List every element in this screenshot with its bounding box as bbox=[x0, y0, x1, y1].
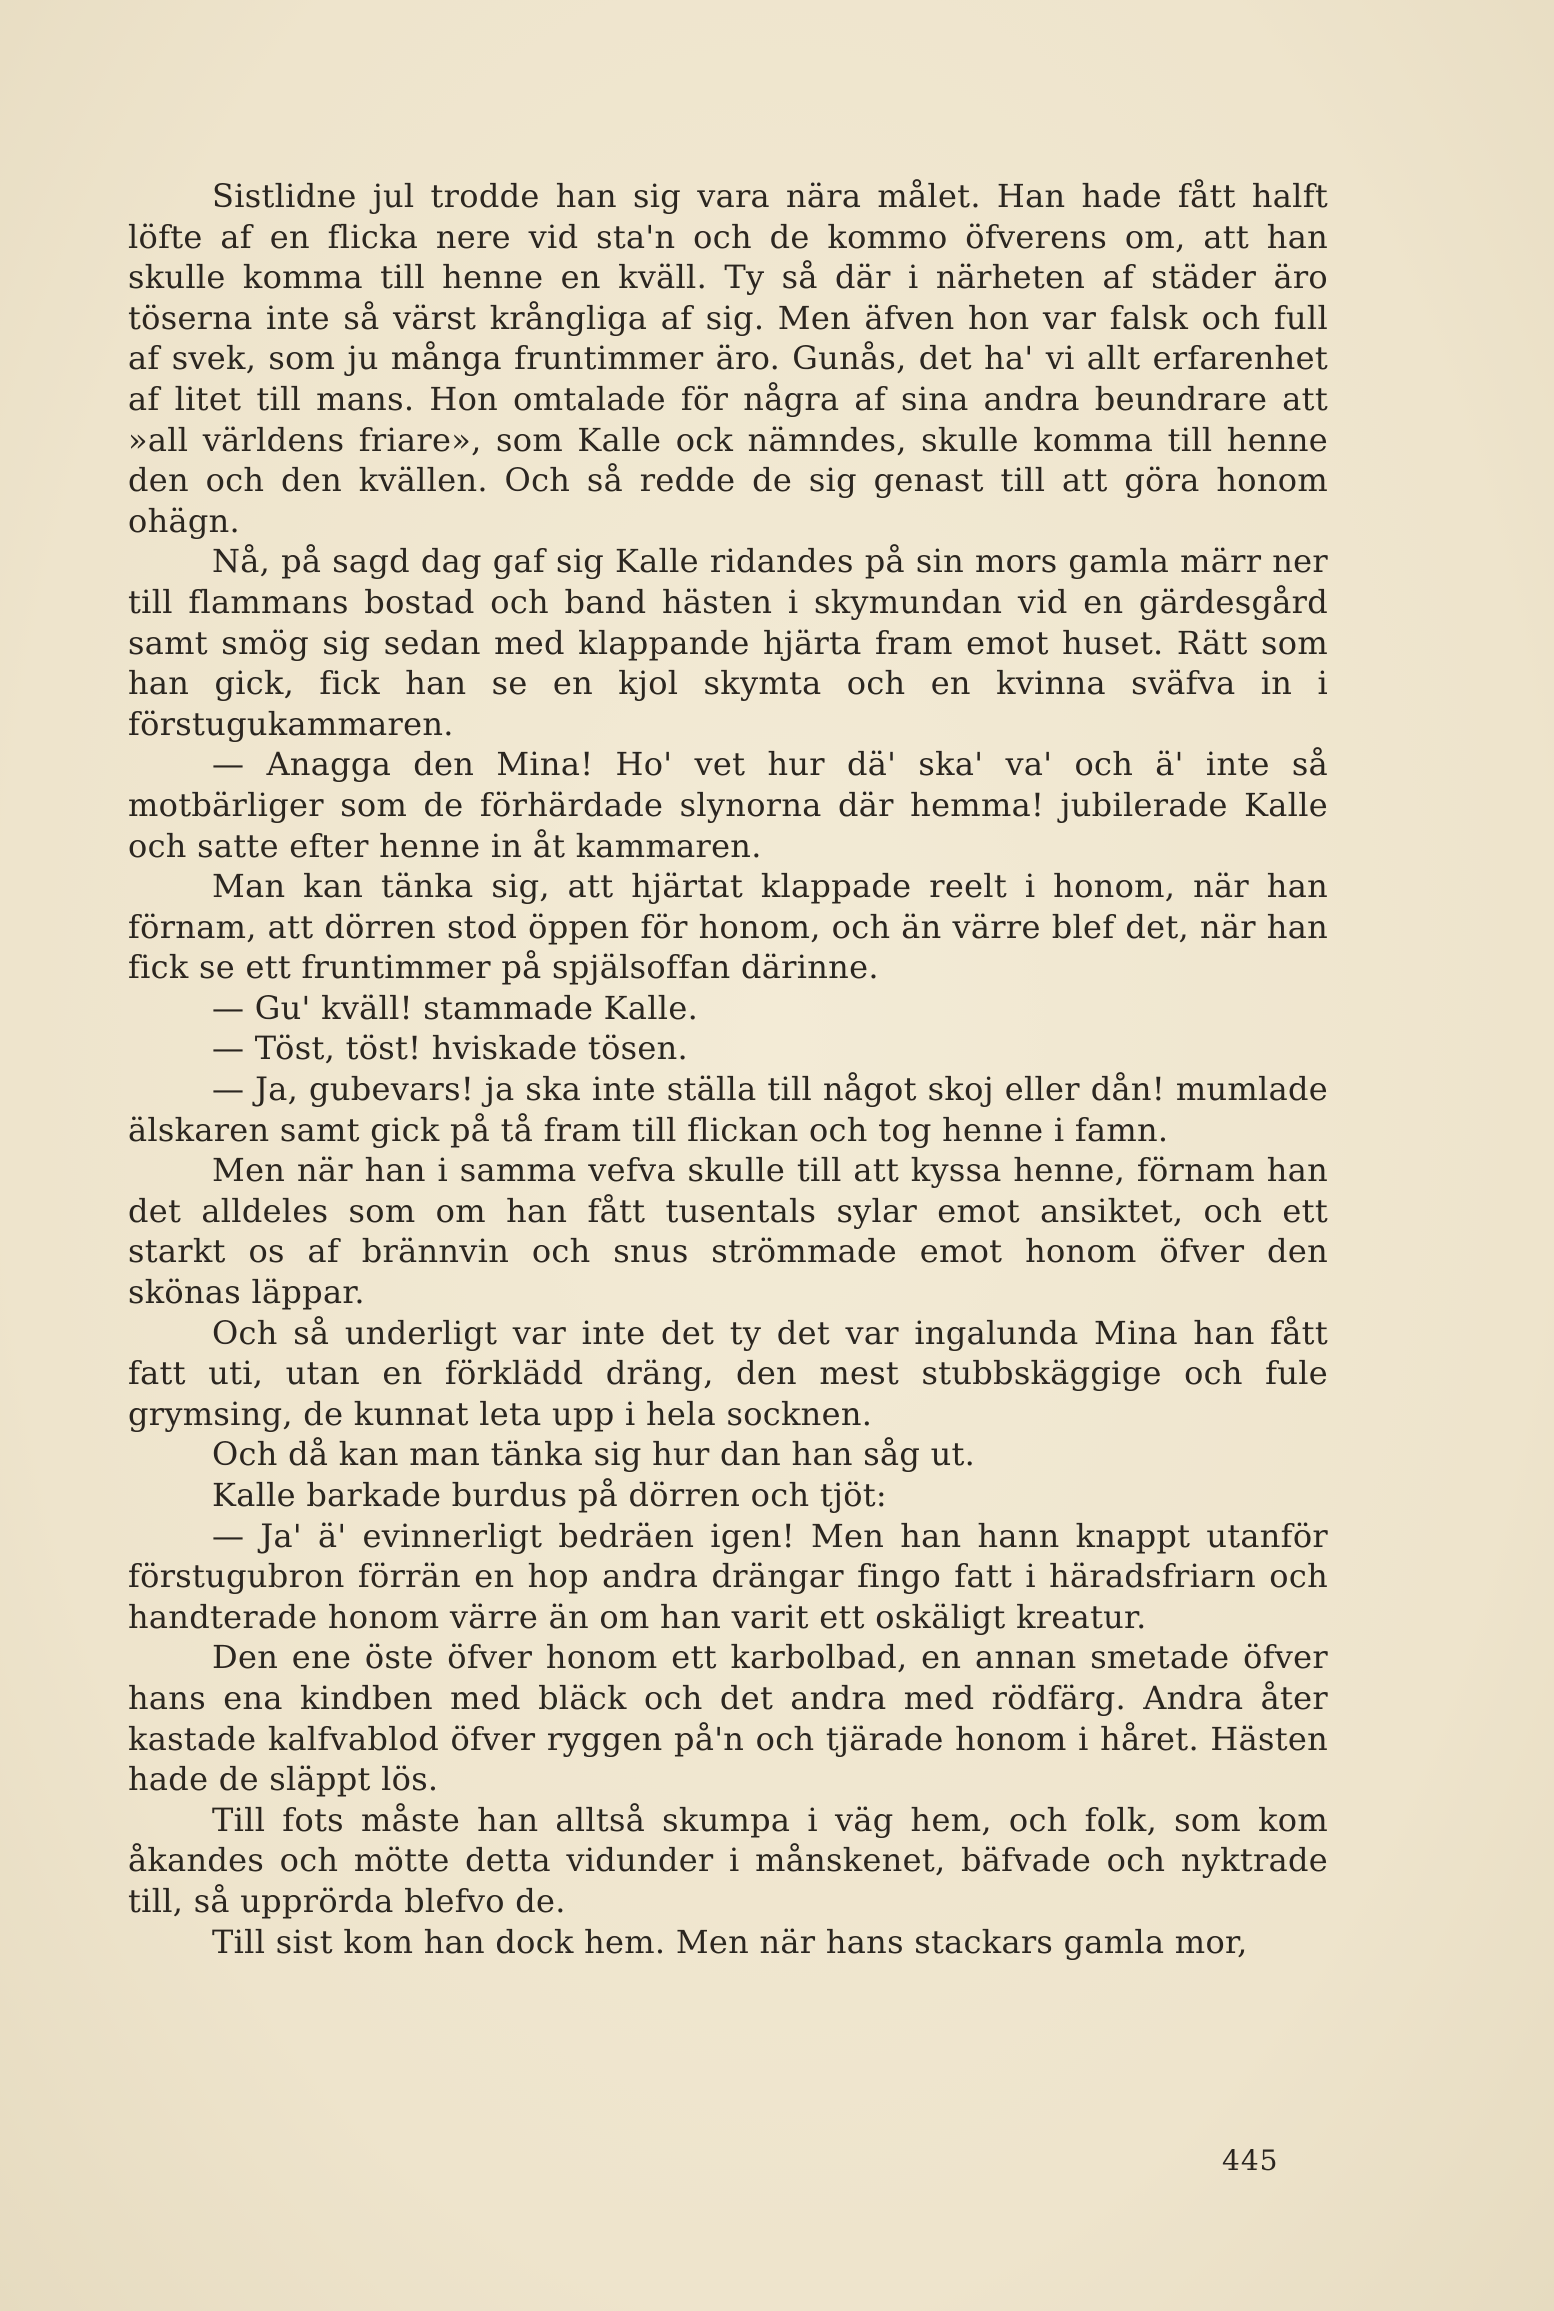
paragraph: — Töst, töst! hviskade tösen. bbox=[212, 1029, 688, 1068]
paragraph: Och då kan man tänka sig hur dan han såg ut. bbox=[212, 1435, 976, 1474]
paragraph: Och så underligt var inte det ty det var ingalunda Mina han fått fatt uti, utan en förklädd dräng, den mest stubbskäggige och fule grymsing, de kunnat leta upp i hela socknen. bbox=[128, 1313, 1328, 1433]
paragraph: Men när han i samma vefva skulle till att kyssa henne, förnam han det alldeles som om han fått tusentals sylar emot ansiktet, och ett starkt os af brännvin och snus strömmade emot honom öfver den skönas läppar. bbox=[128, 1151, 1328, 1312]
page-number: 445 bbox=[1222, 2144, 1279, 2177]
paragraph: Kalle barkade burdus på dörren och tjöt: bbox=[212, 1476, 888, 1514]
paragraph: Den ene öste öfver honom ett karbolbad, en annan smetade öfver hans ena kindben med bläck och det andra med rödfärg. Andra åter kastade kalfvablod öfver ryggen på'n och tjärade honom i håret. Hästen hade de släppt lös. bbox=[128, 1638, 1328, 1799]
paragraph: — Gu' kväll! stammade Kalle. bbox=[212, 988, 699, 1027]
paragraph: Man kan tänka sig, att hjärtat klappade reelt i honom, när han förnam, att dörren stod öppen för honom, och än värre blef det, när han fick se ett fruntimmer på spjälsoffan därinne. bbox=[128, 867, 1328, 987]
paragraph: Till sist kom han dock hem. Men när hans stackars gamla mor, bbox=[212, 1922, 1248, 1961]
paragraph: Sistlidne jul trodde han sig vara nära målet. Han hade fått halft löfte af en flicka nere vid sta'n och de kommo öfverens om, att han skulle komma till henne en kväll. Ty så där i närheten af städer äro töserna inte så värst krångliga af sig. Men äfven hon var falsk och full af svek, som ju många fruntimmer äro. Gunås, det ha' vi allt erfarenhet af litet till mans. Hon omtalade för några af sina andra beundrare att »all världens friare», som Kalle ock nämndes, skulle komma till henne den och den kvällen. Och så redde de sig genast till att göra honom ohägn. bbox=[128, 177, 1328, 540]
paragraph: Nå, på sagd dag gaf sig Kalle ridandes på sin mors gamla märr ner till flammans bostad och band hästen i skymundan vid en gärdesgård samt smög sig sedan med klappande hjärta fram emot huset. Rätt som han gick, fick han se en kjol skymta och en kvinna sväfva in i förstugukammaren. bbox=[128, 542, 1328, 743]
paragraph: — Ja' ä' evinnerligt bedräen igen! Men han hann knappt utanför förstugubron förrän en hop andra drängar fingo fatt i häradsfriarn och handterade honom värre än om han varit ett oskäligt kreatur. bbox=[128, 1516, 1328, 1636]
paragraph: — Anagga den Mina! Ho' vet hur dä' ska' va' och ä' inte så motbärliger som de förhärdade slynorna där hemma! jubilerade Kalle och satte efter henne in åt kammaren. bbox=[128, 745, 1328, 865]
paragraph: — Ja, gubevars! ja ska inte ställa till något skoj eller dån! mumlade älskaren samt gick på tå fram till flickan och tog henne i famn. bbox=[128, 1070, 1328, 1149]
paragraph: Till fots måste han alltså skumpa i väg hem, och folk, som kom åkandes och mötte detta vidunder i månskenet, bäfvade och nyktrade till, så upprörda blefvo de. bbox=[128, 1800, 1328, 1920]
body-text bbox=[128, 176, 1328, 1962]
